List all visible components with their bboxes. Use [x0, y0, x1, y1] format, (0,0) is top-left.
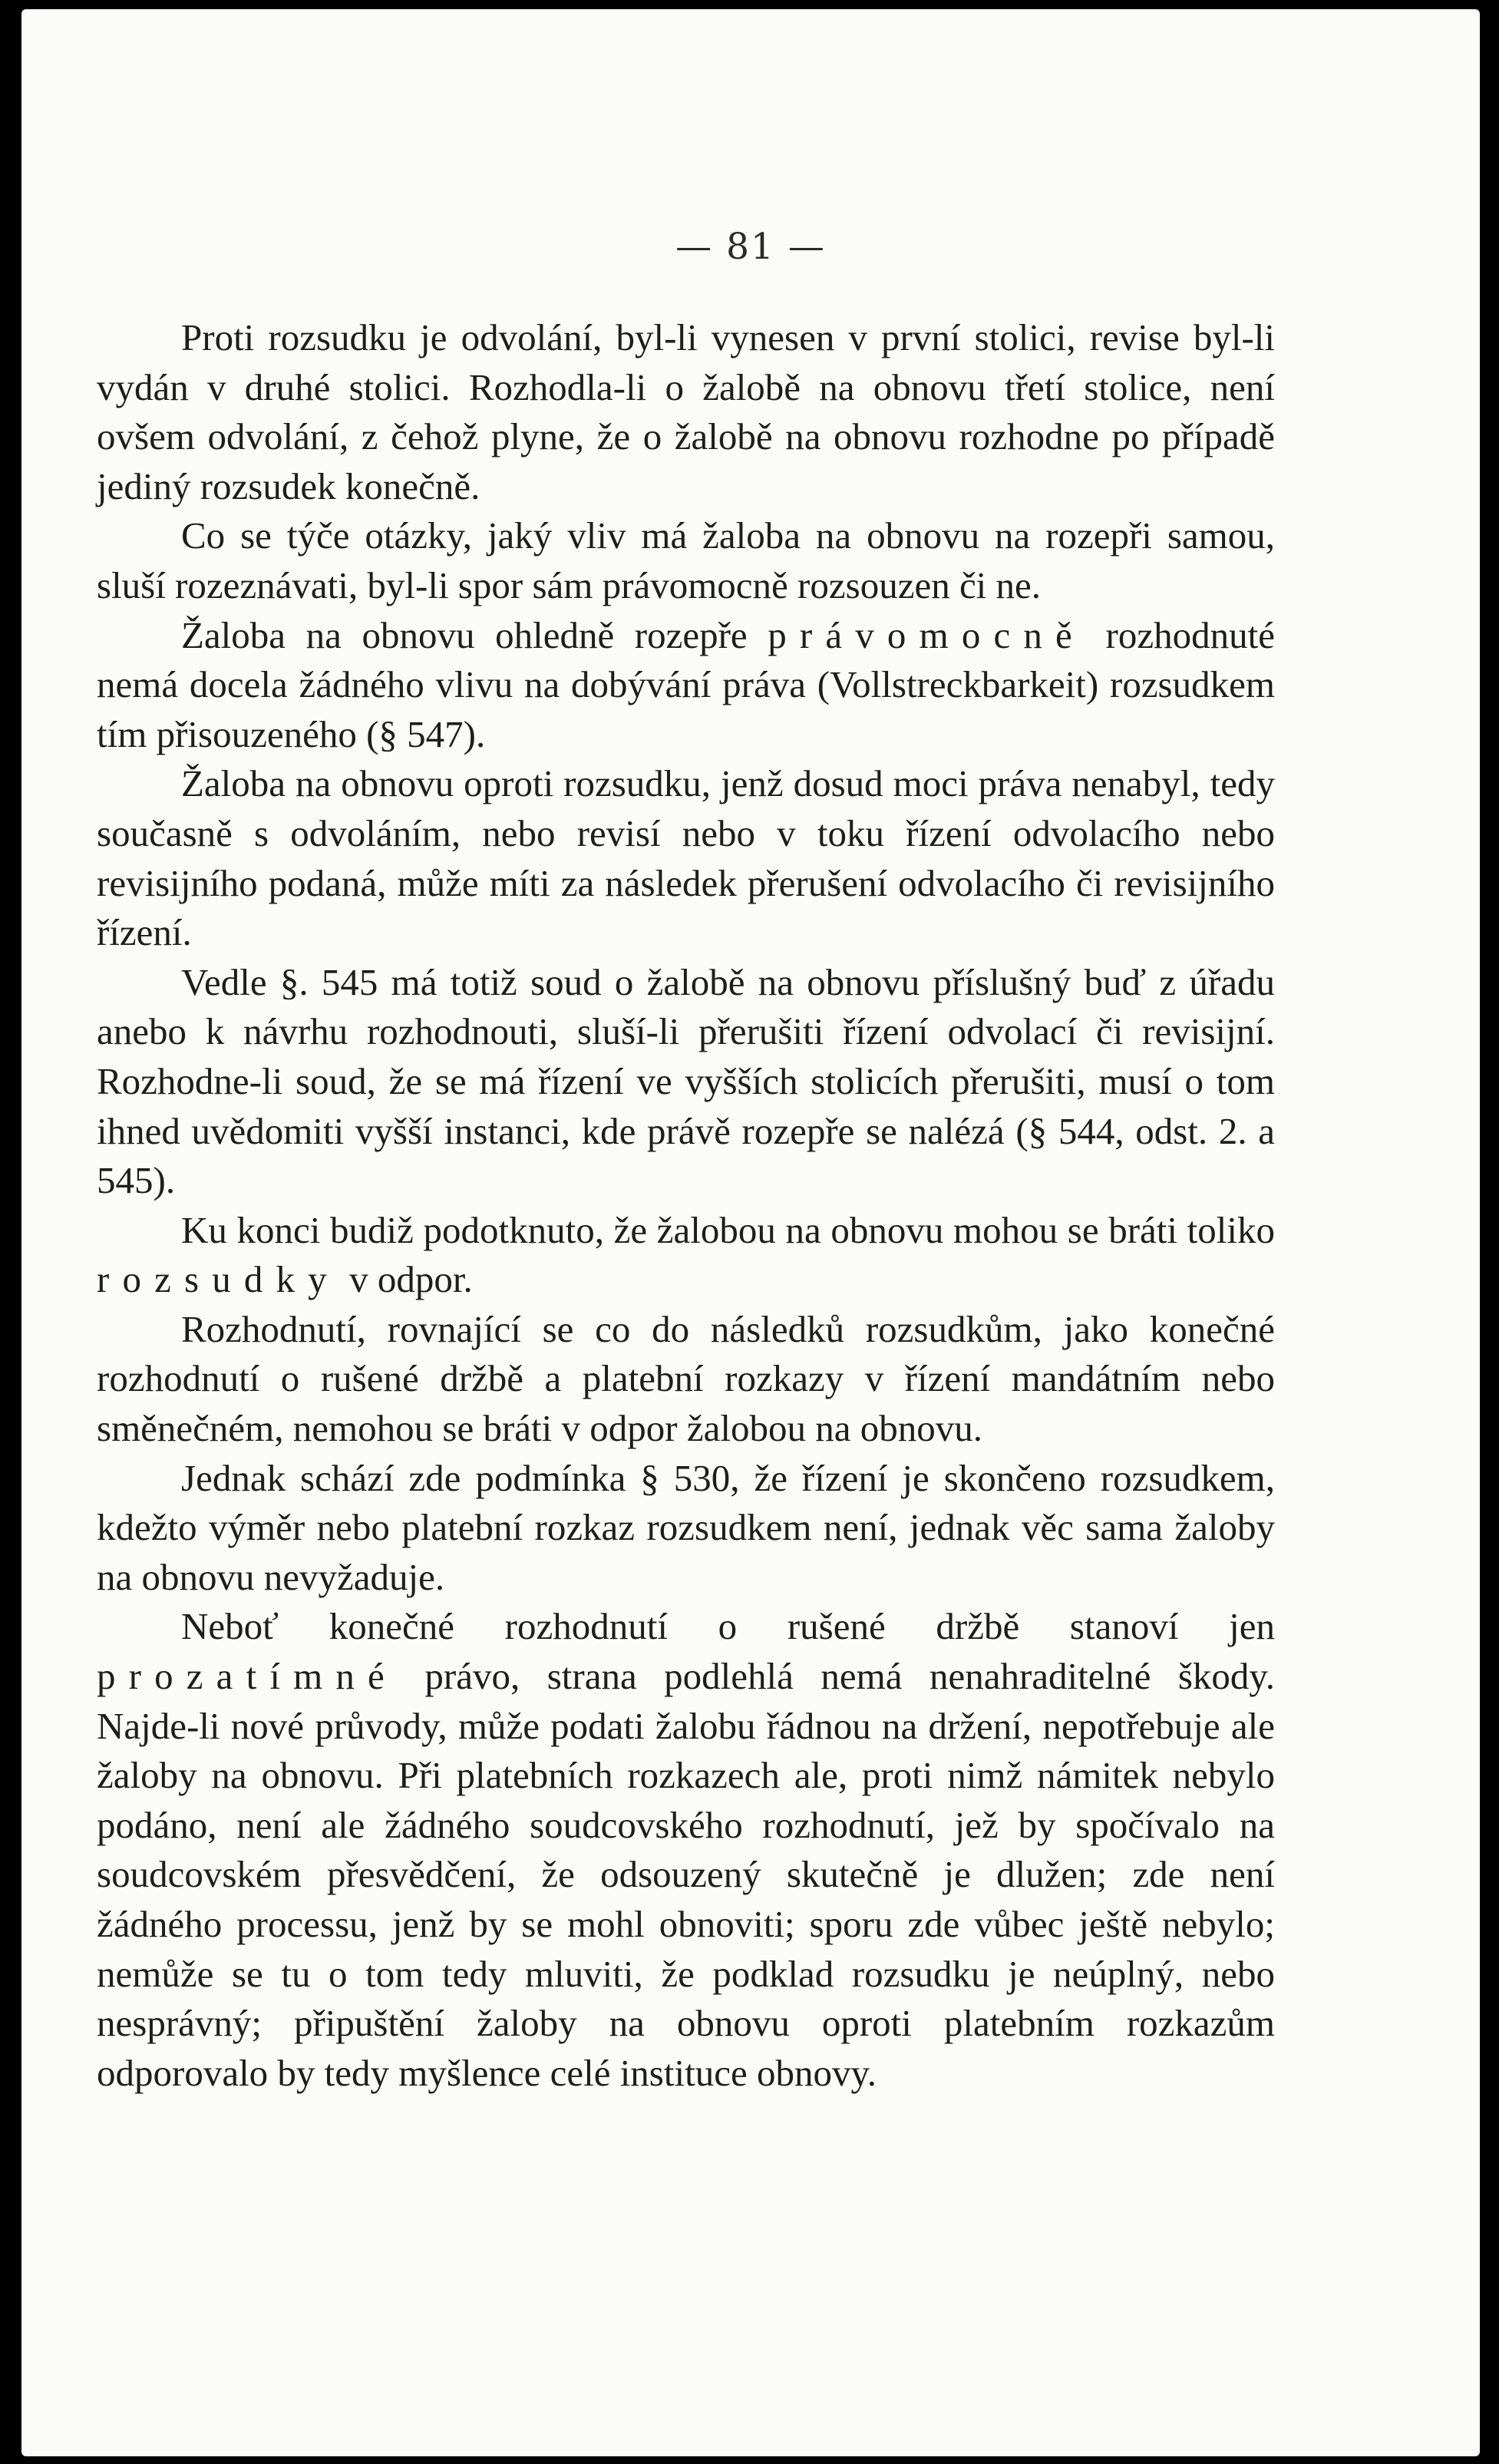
paragraph-3: [97, 611, 1275, 760]
book-page: [21, 9, 1480, 2456]
paragraph-4: [97, 759, 1275, 957]
paragraph-7: [97, 1305, 1275, 1454]
text-run: Žaloba na obnovu oproti rozsudku, jenž dosud moci práva nenabyl, tedy současně s odvoláním, nebo revisí nebo v toku řízení odvolacího nebo revisijního podaná, může míti za následek přerušení odvolacího či revisijního řízení.: [97, 762, 1275, 954]
paragraph-1: [97, 313, 1275, 511]
text-run: Žaloba na obnovu ohledně rozepře: [181, 613, 768, 656]
page-number: — 81 —: [675, 226, 826, 268]
body-text: [97, 313, 1275, 2098]
paragraph-2: [97, 511, 1275, 610]
text-run: Proti rozsudku je odvolání, byl-li vynesen v první stolici, revise byl-li vydán v druhé stolici. Rozhodla-li o žalobě na obnovu třetí stolice, není ovšem odvolání, z čehož plyne, že o žalobě na obnovu rozhodne po případě jediný rozsudek konečně.: [97, 316, 1275, 507]
text-run: v odpor.: [339, 1258, 473, 1301]
text-run: Neboť konečné rozhodnutí o rušené držbě stanoví jen: [181, 1605, 1275, 1648]
text-run: Jednak schází zde podmínka § 530, že řízení je skončeno rozsudkem, kdežto výměr nebo platební rozkaz rozsudkem není, jednak věc sama žaloby na obnovu nevyžaduje.: [97, 1456, 1275, 1598]
spaced-emphasis: prozatímné: [97, 1655, 398, 1698]
paragraph-8: [97, 1454, 1275, 1603]
text-run: rozhodnuté nemá docela žádného vlivu na dobývání práva (Vollstreckbarkeit) rozsudkem tím přisouzeného (§ 547).: [97, 613, 1275, 755]
paragraph-9: [97, 1602, 1275, 2098]
text-run: Co se týče otázky, jaký vliv má žaloba na obnovu na rozepři samou, sluší rozeznávati, byl-li spor sám právomocně rozsouzen či ne.: [97, 514, 1275, 606]
paragraph-5: [97, 958, 1275, 1206]
text-run: Rozhodnutí, rovnající se co do následků rozsudkům, jako konečné rozhodnutí o rušené držbě a platební rozkazy v řízení mandátním nebo směnečném, nemohou se bráti v odpor žalobou na obnovu.: [97, 1307, 1275, 1450]
text-run: právo, strana podlehlá nemá nenahraditelné škody. Najde-li nové průvody, může podati žalobu řádnou na držení, nepotřebuje ale žaloby na obnovu. Při platebních rozkazech ale, proti nimž námitek nebylo podáno, není ale žádného soudcovského rozhodnutí, jež by spočívalo na soudcovském přesvědčení, že odsouzený skutečně je dlužen; zde není žádného processu, jenž by se mohl obnoviti; sporu zde vůbec ještě nebylo; nemůže se tu o tom tedy mluviti, že podklad rozsudku je neúplný, nebo nesprávný; připuštění žaloby na obnovu oproti platebním rozkazům odporovalo by tedy myšlence celé instituce obnovy.: [97, 1655, 1275, 2094]
spaced-emphasis: rozsudky: [97, 1258, 340, 1301]
text-run: Vedle §. 545 má totiž soud o žalobě na obnovu příslušný buď z úřadu anebo k návrhu rozhodnouti, sluší-li přerušiti řízení odvolací či revisijní. Rozhodne-li soud, že se má řízení ve vyšších stolicích přerušiti, musí o tom ihned uvědomiti vyšší instanci, kde právě rozepře se nalézá (§ 544, odst. 2. a 545).: [97, 960, 1275, 1202]
spaced-emphasis: právomocně: [768, 613, 1085, 656]
paragraph-6: [97, 1206, 1275, 1305]
text-run: Ku konci budiž podotknuto, že žalobou na obnovu mohou se bráti toliko: [181, 1208, 1275, 1251]
